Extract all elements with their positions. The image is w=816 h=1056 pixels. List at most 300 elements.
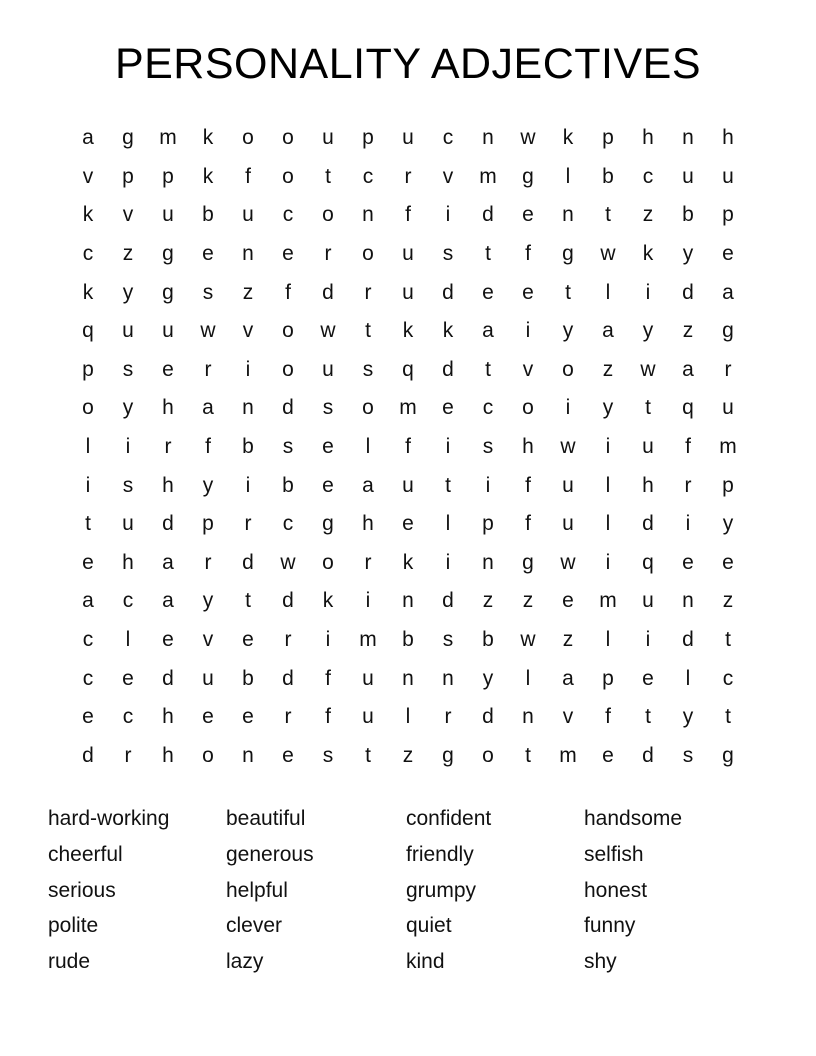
grid-cell[interactable]: e [442,396,454,420]
grid-cell[interactable]: m [559,743,577,767]
grid-cell[interactable]: t [485,357,491,381]
grid-cell[interactable]: d [322,280,334,304]
grid-cell[interactable]: o [362,396,374,420]
grid-cell[interactable]: t [365,319,371,343]
grid-cell[interactable]: i [605,550,611,574]
grid-cell[interactable]: c [442,126,454,150]
grid-cell[interactable]: i [445,550,451,574]
grid-cell[interactable]: r [724,357,732,381]
grid-cell[interactable]: e [82,550,94,574]
grid-cell[interactable]: d [442,357,454,381]
grid-cell[interactable]: p [482,512,494,536]
grid-cell[interactable]: f [525,473,531,497]
grid-cell[interactable]: o [562,357,574,381]
grid-cell[interactable]: i [525,319,531,343]
grid-cell[interactable]: n [242,396,254,420]
grid-cell[interactable]: y [642,319,654,343]
grid-cell[interactable]: t [645,705,651,729]
grid-cell[interactable]: v [202,628,214,652]
grid-cell[interactable]: d [682,280,694,304]
grid-cell[interactable]: p [82,357,94,381]
grid-cell[interactable]: z [402,743,414,767]
grid-cell[interactable]: u [162,203,174,227]
grid-cell[interactable]: c [122,705,134,729]
grid-cell[interactable]: k [562,126,574,150]
grid-cell[interactable]: t [445,473,451,497]
grid-cell[interactable]: n [682,589,694,613]
grid-cell[interactable]: l [605,512,611,536]
grid-cell[interactable]: f [325,705,331,729]
grid-cell[interactable]: b [602,164,614,188]
grid-cell[interactable]: z [522,589,534,613]
grid-cell[interactable]: s [122,473,134,497]
grid-cell[interactable]: l [365,435,371,459]
grid-cell[interactable]: l [605,473,611,497]
grid-cell[interactable]: z [242,280,254,304]
grid-cell[interactable]: i [685,512,691,536]
grid-cell[interactable]: u [722,396,734,420]
grid-cell[interactable]: m [159,126,177,150]
grid-cell[interactable]: u [682,164,694,188]
grid-cell[interactable]: e [642,666,654,690]
grid-cell[interactable]: u [322,357,334,381]
grid-cell[interactable]: u [402,473,414,497]
grid-cell[interactable]: o [362,242,374,266]
grid-cell[interactable]: i [645,280,651,304]
grid-cell[interactable]: s [682,743,694,767]
grid-cell[interactable]: o [322,550,334,574]
grid-cell[interactable]: v [242,319,254,343]
word-list-item[interactable]: confident [406,807,492,831]
grid-cell[interactable]: p [602,666,614,690]
grid-cell[interactable]: t [645,396,651,420]
grid-cell[interactable]: d [162,666,174,690]
grid-cell[interactable]: u [122,512,134,536]
grid-cell[interactable]: l [565,164,571,188]
grid-cell[interactable]: r [684,473,692,497]
grid-cell[interactable]: v [562,705,574,729]
grid-cell[interactable]: g [522,550,534,574]
grid-cell[interactable]: w [640,357,656,381]
grid-cell[interactable]: w [520,126,536,150]
grid-cell[interactable]: e [282,242,294,266]
grid-cell[interactable]: h [162,705,174,729]
grid-cell[interactable]: i [125,435,131,459]
grid-cell[interactable]: e [122,666,134,690]
grid-cell[interactable]: h [522,435,534,459]
grid-cell[interactable]: t [565,280,571,304]
grid-cell[interactable]: a [602,319,614,343]
grid-cell[interactable]: e [82,705,94,729]
grid-cell[interactable]: k [322,589,334,613]
grid-cell[interactable]: h [162,396,174,420]
grid-cell[interactable]: m [359,628,377,652]
grid-cell[interactable]: r [204,550,212,574]
grid-cell[interactable]: o [282,357,294,381]
grid-cell[interactable]: e [282,743,294,767]
grid-cell[interactable]: y [122,396,134,420]
grid-cell[interactable]: g [322,512,334,536]
grid-cell[interactable]: l [405,705,411,729]
grid-cell[interactable]: v [442,164,454,188]
grid-cell[interactable]: b [202,203,214,227]
grid-cell[interactable]: h [122,550,134,574]
grid-cell[interactable]: i [245,473,251,497]
grid-cell[interactable]: u [722,164,734,188]
grid-cell[interactable]: t [245,589,251,613]
grid-cell[interactable]: m [479,164,497,188]
grid-cell[interactable]: d [442,589,454,613]
grid-cell[interactable]: o [482,743,494,767]
grid-cell[interactable]: r [324,242,332,266]
grid-cell[interactable]: f [685,435,691,459]
grid-cell[interactable]: o [82,396,94,420]
grid-cell[interactable]: u [562,473,574,497]
grid-cell[interactable]: m [719,435,737,459]
grid-cell[interactable]: s [442,242,454,266]
grid-cell[interactable]: b [282,473,294,497]
word-list-item[interactable]: polite [48,914,99,938]
grid-cell[interactable]: a [362,473,374,497]
grid-cell[interactable]: a [82,126,94,150]
grid-cell[interactable]: o [242,126,254,150]
grid-cell[interactable]: r [444,705,452,729]
grid-cell[interactable]: h [642,126,654,150]
grid-cell[interactable]: y [482,666,494,690]
grid-cell[interactable]: u [202,666,214,690]
grid-cell[interactable]: n [442,666,454,690]
word-list-item[interactable]: quiet [406,914,452,938]
grid-cell[interactable]: g [722,319,734,343]
grid-cell[interactable]: o [322,203,334,227]
grid-cell[interactable]: u [562,512,574,536]
grid-cell[interactable]: c [282,512,294,536]
grid-cell[interactable]: c [362,164,374,188]
grid-cell[interactable]: m [599,589,617,613]
grid-cell[interactable]: e [322,473,334,497]
word-list-item[interactable]: helpful [226,878,288,902]
grid-cell[interactable]: e [682,550,694,574]
word-list-item[interactable]: selfish [584,842,644,866]
word-list-item[interactable]: generous [226,842,314,866]
grid-cell[interactable]: e [522,203,534,227]
grid-cell[interactable]: a [482,319,494,343]
grid-cell[interactable]: f [245,164,251,188]
grid-cell[interactable]: p [602,126,614,150]
grid-cell[interactable]: w [560,435,576,459]
grid-cell[interactable]: i [485,473,491,497]
grid-cell[interactable]: o [282,126,294,150]
grid-cell[interactable]: k [202,126,214,150]
grid-cell[interactable]: d [242,550,254,574]
grid-cell[interactable]: q [642,550,654,574]
grid-cell[interactable]: a [682,357,694,381]
word-list-item[interactable]: honest [584,878,648,902]
grid-cell[interactable]: t [725,628,731,652]
grid-cell[interactable]: u [642,435,654,459]
grid-cell[interactable]: o [522,396,534,420]
grid-cell[interactable]: b [482,628,494,652]
word-list-item[interactable]: grumpy [406,878,477,902]
word-list-item[interactable]: handsome [584,807,683,831]
grid-cell[interactable]: z [642,203,654,227]
grid-cell[interactable]: z [682,319,694,343]
grid-cell[interactable]: g [162,280,174,304]
word-list-item[interactable]: hard-working [48,807,170,831]
grid-cell[interactable]: u [402,126,414,150]
grid-cell[interactable]: e [242,628,254,652]
grid-cell[interactable]: f [205,435,211,459]
grid-cell[interactable]: n [362,203,374,227]
grid-cell[interactable]: d [282,589,294,613]
grid-cell[interactable]: f [605,705,611,729]
grid-cell[interactable]: w [280,550,296,574]
grid-cell[interactable]: y [202,473,214,497]
grid-cell[interactable]: b [402,628,414,652]
grid-cell[interactable]: w [520,628,536,652]
grid-cell[interactable]: v [522,357,534,381]
grid-cell[interactable]: r [364,280,372,304]
grid-cell[interactable]: f [525,242,531,266]
word-list-item[interactable]: beautiful [226,807,306,831]
grid-cell[interactable]: i [85,473,91,497]
grid-cell[interactable]: l [605,628,611,652]
grid-cell[interactable]: y [122,280,134,304]
grid-cell[interactable]: h [722,126,734,150]
grid-cell[interactable]: k [642,242,654,266]
grid-cell[interactable]: t [365,743,371,767]
grid-cell[interactable]: c [82,242,94,266]
grid-cell[interactable]: u [162,319,174,343]
grid-cell[interactable]: v [82,164,94,188]
grid-cell[interactable]: t [485,242,491,266]
grid-cell[interactable]: u [242,203,254,227]
grid-cell[interactable]: i [245,357,251,381]
grid-cell[interactable]: g [162,242,174,266]
grid-cell[interactable]: o [282,319,294,343]
grid-cell[interactable]: o [282,164,294,188]
grid-cell[interactable]: l [125,628,131,652]
grid-cell[interactable]: z [122,242,134,266]
grid-cell[interactable]: r [364,550,372,574]
grid-cell[interactable]: f [405,435,411,459]
word-list-item[interactable]: clever [226,914,283,938]
grid-cell[interactable]: n [402,589,414,613]
grid-cell[interactable]: c [82,666,94,690]
grid-cell[interactable]: c [722,666,734,690]
grid-cell[interactable]: s [122,357,134,381]
grid-cell[interactable]: c [282,203,294,227]
word-list-item[interactable]: rude [48,950,91,974]
word-list-item[interactable]: funny [584,914,636,938]
grid-cell[interactable]: s [282,435,294,459]
grid-cell[interactable]: u [322,126,334,150]
grid-cell[interactable]: m [399,396,417,420]
grid-cell[interactable]: s [202,280,214,304]
grid-cell[interactable]: e [162,628,174,652]
grid-cell[interactable]: z [482,589,494,613]
grid-cell[interactable]: z [722,589,734,613]
grid-cell[interactable]: p [162,164,174,188]
grid-cell[interactable]: l [605,280,611,304]
grid-cell[interactable]: n [682,126,694,150]
grid-cell[interactable]: r [244,512,252,536]
grid-cell[interactable]: e [242,705,254,729]
grid-cell[interactable]: s [322,743,334,767]
grid-cell[interactable]: q [682,396,694,420]
grid-cell[interactable]: k [402,319,414,343]
grid-cell[interactable]: n [562,203,574,227]
grid-cell[interactable]: n [242,242,254,266]
grid-cell[interactable]: c [122,589,134,613]
grid-cell[interactable]: p [202,512,214,536]
grid-cell[interactable]: d [282,666,294,690]
grid-cell[interactable]: l [445,512,451,536]
grid-cell[interactable]: n [482,550,494,574]
grid-cell[interactable]: e [202,705,214,729]
grid-cell[interactable]: y [562,319,574,343]
grid-cell[interactable]: y [682,242,694,266]
grid-cell[interactable]: f [285,280,291,304]
grid-cell[interactable]: l [85,435,91,459]
grid-cell[interactable]: d [82,743,94,767]
word-list-item[interactable]: cheerful [48,842,123,866]
grid-cell[interactable]: r [164,435,172,459]
grid-cell[interactable]: v [122,203,134,227]
grid-cell[interactable]: k [442,319,454,343]
grid-cell[interactable]: r [124,743,132,767]
word-list-item[interactable]: serious [48,878,116,902]
grid-cell[interactable]: l [525,666,531,690]
grid-cell[interactable]: i [365,589,371,613]
grid-cell[interactable]: u [402,242,414,266]
grid-cell[interactable]: f [525,512,531,536]
grid-cell[interactable]: h [162,743,174,767]
word-list-item[interactable]: kind [406,950,445,974]
grid-cell[interactable]: e [602,743,614,767]
grid-cell[interactable]: c [642,164,654,188]
grid-cell[interactable]: c [82,628,94,652]
grid-cell[interactable]: b [682,203,694,227]
grid-cell[interactable]: s [362,357,374,381]
grid-cell[interactable]: n [242,743,254,767]
grid-cell[interactable]: u [402,280,414,304]
grid-cell[interactable]: t [605,203,611,227]
grid-cell[interactable]: e [322,435,334,459]
grid-cell[interactable]: p [362,126,374,150]
grid-cell[interactable]: e [402,512,414,536]
grid-cell[interactable]: e [522,280,534,304]
word-list-item[interactable]: lazy [226,950,264,974]
grid-cell[interactable]: a [562,666,574,690]
grid-cell[interactable]: i [445,203,451,227]
grid-cell[interactable]: d [642,743,654,767]
grid-cell[interactable]: b [242,666,254,690]
grid-cell[interactable]: a [162,550,174,574]
grid-cell[interactable]: h [642,473,654,497]
grid-cell[interactable]: h [362,512,374,536]
grid-cell[interactable]: r [284,628,292,652]
grid-cell[interactable]: i [645,628,651,652]
grid-cell[interactable]: r [204,357,212,381]
grid-cell[interactable]: e [562,589,574,613]
grid-cell[interactable]: b [242,435,254,459]
grid-cell[interactable]: e [202,242,214,266]
grid-cell[interactable]: i [605,435,611,459]
grid-cell[interactable]: z [602,357,614,381]
grid-cell[interactable]: u [362,705,374,729]
grid-cell[interactable]: g [562,242,574,266]
grid-cell[interactable]: k [82,280,94,304]
grid-cell[interactable]: a [722,280,734,304]
grid-cell[interactable]: e [482,280,494,304]
grid-cell[interactable]: p [722,473,734,497]
grid-cell[interactable]: n [482,126,494,150]
grid-cell[interactable]: t [325,164,331,188]
grid-cell[interactable]: e [722,242,734,266]
grid-cell[interactable]: d [682,628,694,652]
grid-cell[interactable]: g [722,743,734,767]
grid-cell[interactable]: u [642,589,654,613]
grid-cell[interactable]: i [565,396,571,420]
grid-cell[interactable]: o [202,743,214,767]
grid-cell[interactable]: k [202,164,214,188]
grid-cell[interactable]: q [402,357,414,381]
grid-cell[interactable]: w [560,550,576,574]
grid-cell[interactable]: p [722,203,734,227]
grid-cell[interactable]: a [162,589,174,613]
grid-cell[interactable]: e [722,550,734,574]
grid-cell[interactable]: e [162,357,174,381]
grid-cell[interactable]: f [405,203,411,227]
grid-cell[interactable]: y [202,589,214,613]
grid-cell[interactable]: r [284,705,292,729]
grid-cell[interactable]: p [122,164,134,188]
grid-cell[interactable]: h [162,473,174,497]
grid-cell[interactable]: y [722,512,734,536]
grid-cell[interactable]: c [482,396,494,420]
grid-cell[interactable]: d [482,705,494,729]
grid-cell[interactable]: r [404,164,412,188]
grid-cell[interactable]: f [325,666,331,690]
grid-cell[interactable]: a [82,589,94,613]
grid-cell[interactable]: d [442,280,454,304]
grid-cell[interactable]: u [122,319,134,343]
grid-cell[interactable]: g [122,126,134,150]
grid-cell[interactable]: n [402,666,414,690]
grid-cell[interactable]: u [362,666,374,690]
grid-cell[interactable]: s [442,628,454,652]
grid-cell[interactable]: q [82,319,94,343]
grid-cell[interactable]: d [482,203,494,227]
grid-cell[interactable]: k [402,550,414,574]
grid-cell[interactable]: d [642,512,654,536]
grid-cell[interactable]: w [200,319,216,343]
grid-cell[interactable]: y [602,396,614,420]
grid-cell[interactable]: s [322,396,334,420]
word-list-item[interactable]: friendly [406,842,474,866]
grid-cell[interactable]: y [682,705,694,729]
grid-cell[interactable]: d [282,396,294,420]
grid-cell[interactable]: i [325,628,331,652]
grid-cell[interactable]: l [685,666,691,690]
grid-cell[interactable]: n [522,705,534,729]
grid-cell[interactable]: d [162,512,174,536]
grid-cell[interactable]: g [442,743,454,767]
grid-cell[interactable]: g [522,164,534,188]
grid-cell[interactable]: s [482,435,494,459]
grid-cell[interactable]: k [82,203,94,227]
